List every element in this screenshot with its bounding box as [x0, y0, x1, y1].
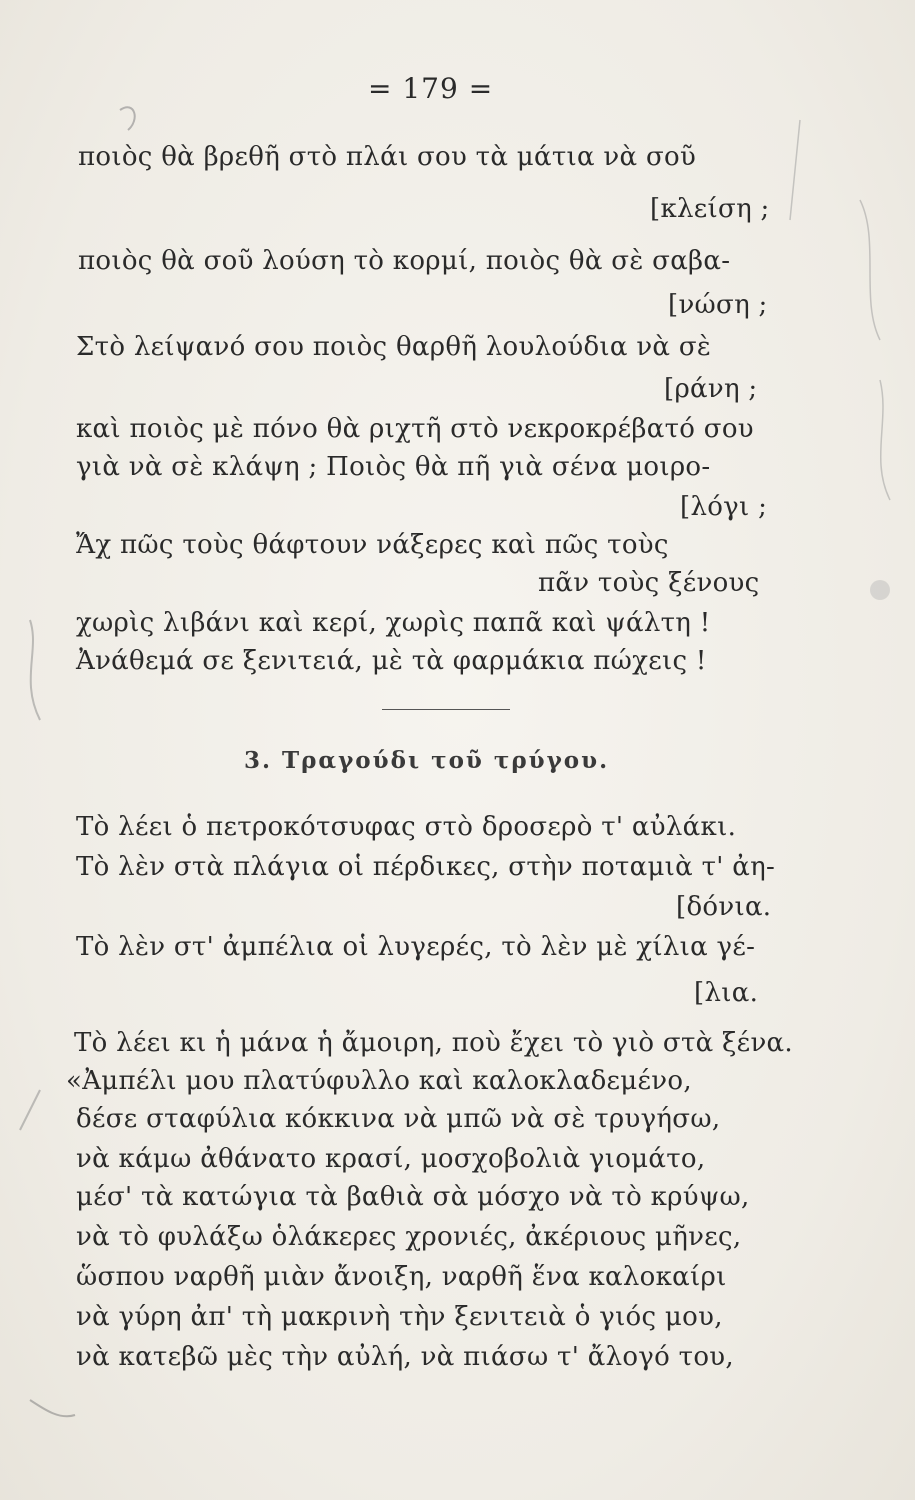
poem-2-line-4: Τὸ λὲν στ' ἀμπέλια οἱ λυγερές, τὸ λὲν μὲ χίλια γέ- [76, 932, 756, 962]
poem-1-line-6: [ράνη ; [664, 374, 758, 404]
poem-1-line-10: Ἄχ πῶς τοὺς θάφτουν νάξερες καὶ πῶς τοὺς [76, 530, 669, 560]
poem-1-line-13: Ἀνάθεμά σε ξενιτειά, μὲ τὰ φαρμάκια πώχεις ! [76, 646, 707, 676]
poem-2-line-1: Τὸ λέει ὁ πετροκότσυφας στὸ δροσερὸ τ' αὐλάκι. [76, 812, 737, 842]
section-divider [382, 709, 510, 710]
poem-2-line-2: Τὸ λὲν στὰ πλάγια οἱ πέρδικες, στὴν ποταμιὰ τ' ἀη- [76, 852, 776, 882]
poem-1-line-4: [νώση ; [668, 290, 768, 320]
poem-2-line-12: ὥσπου ναρθῆ μιὰν ἄνοιξη, ναρθῆ ἕνα καλοκαίρι [76, 1262, 727, 1292]
poem-2-line-8: δέσε σταφύλια κόκκινα νὰ μπῶ νὰ σὲ τρυγήσω, [76, 1104, 721, 1134]
poem-2-line-5: [λια. [694, 978, 759, 1008]
poem-2-line-7: «Ἀμπέλι μου πλατύφυλλο καὶ καλοκλαδεμένο, [66, 1066, 692, 1096]
poem-1-line-12: χωρὶς λιβάνι καὶ κερί, χωρὶς παπᾶ καὶ ψάλτη ! [76, 608, 711, 638]
poem-2-line-9: νὰ κάμω ἀθάνατο κρασί, μοσχοβολιὰ γιομάτο, [76, 1144, 706, 1174]
poem-1-line-5: Στὸ λείψανό σου ποιὸς θαρθῆ λουλούδια νὰ σὲ [76, 332, 712, 362]
poem-2-line-10: μέσ' τὰ κατώγια τὰ βαθιὰ σὰ μόσχο νὰ τὸ κρύψω, [76, 1182, 750, 1212]
poem-2-line-13: νὰ γύρη ἀπ' τὴ μακρινὴ τὴν ξενιτειὰ ὁ γιός μου, [76, 1302, 723, 1332]
poem-1-line-8: γιὰ νὰ σὲ κλάψη ; Ποιὸς θὰ πῆ γιὰ σένα μοιρο- [76, 452, 711, 482]
poem-2-line-6: Τὸ λέει κι ἡ μάνα ἡ ἄμοιρη, ποὺ ἔχει τὸ γιὸ στὰ ξένα. [74, 1028, 793, 1058]
poem-2-line-3: [δόνια. [676, 892, 772, 922]
poem-1-line-7: καὶ ποιὸς μὲ πόνο θὰ ριχτῆ στὸ νεκροκρέβατό σου [76, 414, 754, 444]
page-number: = 179 = [368, 72, 494, 105]
poem-1-line-1: ποιὸς θὰ βρεθῆ στὸ πλάι σου τὰ μάτια νὰ σοῦ [78, 142, 697, 172]
section-title: 3. Τραγούδι τοῦ τρύγου. [244, 747, 610, 774]
poem-2-line-14: νὰ κατεβῶ μὲς τὴν αὐλή, νὰ πιάσω τ' ἄλογό του, [76, 1342, 734, 1372]
poem-2-line-11: νὰ τὸ φυλάξω ὁλάκερες χρονιές, ἀκέριους μῆνες, [76, 1222, 742, 1252]
poem-1-line-9: [λόγι ; [680, 492, 768, 522]
poem-1-line-2: [κλείση ; [650, 194, 770, 224]
poem-1-line-11: πᾶν τοὺς ξένους [538, 568, 760, 598]
poem-1-line-3: ποιὸς θὰ σοῦ λούση τὸ κορμί, ποιὸς θὰ σὲ σαβα- [78, 246, 731, 276]
